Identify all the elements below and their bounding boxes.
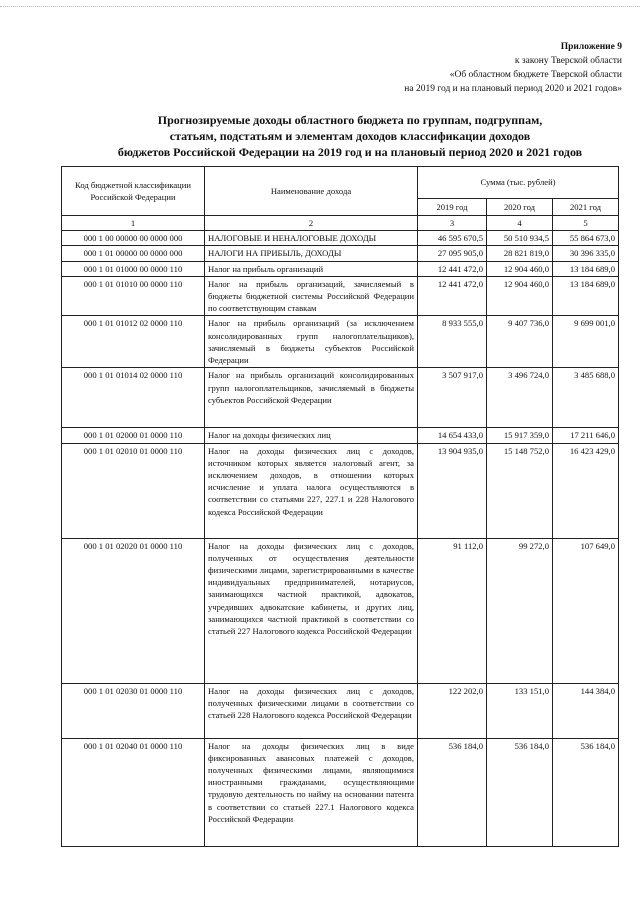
row-code: 000 1 01 02010 01 0000 110: [62, 443, 205, 538]
row-value-2019: 12 441 472,0: [418, 261, 487, 276]
row-code: 000 1 01 02020 01 0000 110: [62, 538, 205, 683]
column-number-row: [62, 216, 619, 231]
row-name: Налог на прибыль организаций, зачисляемый в бюджеты бюджетной системы Российской Федерации по соответствующим ставкам: [205, 276, 418, 316]
table-row: [62, 538, 619, 683]
row-code: 000 1 01 02000 01 0000 110: [62, 428, 205, 443]
row-value-2020: 133 151,0: [487, 683, 553, 738]
row-code: 000 1 01 02030 01 0000 110: [62, 683, 205, 738]
table-row: [62, 231, 619, 246]
table-row: [62, 261, 619, 276]
row-value-2019: 13 904 935,0: [418, 443, 487, 538]
row-name: Налог на доходы физических лиц в виде фиксированных авансовых платежей с доходов, полученных физическими лицами, являющимися иностранными гражданами, осуществляющими трудовую деятельность по найму на основании патента в соответствии со статьей 227.1 Налогового кодекса Российской Федерации: [205, 738, 418, 846]
row-value-2020: 12 904 460,0: [487, 276, 553, 316]
row-value-2019: 91 112,0: [418, 538, 487, 683]
appendix-line: на 2019 год и на плановый период 2020 и 2021 годов»: [404, 84, 622, 94]
row-value-2019: 14 654 433,0: [418, 428, 487, 443]
row-code: 000 1 01 01014 02 0000 110: [62, 368, 205, 428]
column-number: 1: [62, 216, 205, 231]
table-row: [62, 276, 619, 316]
row-value-2019: 27 095 905,0: [418, 246, 487, 261]
row-code: 000 1 01 01012 02 0000 110: [62, 316, 205, 368]
table-row: [62, 428, 619, 443]
column-number: 3: [418, 216, 487, 231]
appendix-title: Приложение 9: [560, 42, 622, 52]
table-row: [62, 246, 619, 261]
row-value-2019: 46 595 670,5: [418, 231, 487, 246]
row-value-2020: 3 496 724,0: [487, 368, 553, 428]
title-line: Прогнозируемые доходы областного бюджета по группам, подгруппам,: [157, 113, 543, 127]
row-value-2019: 8 933 555,0: [418, 316, 487, 368]
appendix-line: к закону Тверской области: [514, 56, 622, 66]
row-name: Налог на прибыль организаций (за исключением консолидированных групп налогоплательщиков), зачисляемый в бюджеты субъектов Российской Федерации: [205, 316, 418, 368]
row-value-2021: 13 184 689,0: [553, 261, 619, 276]
row-value-2019: 536 184,0: [418, 738, 487, 846]
row-name: Налог на прибыль организаций: [205, 261, 418, 276]
row-code: 000 1 00 00000 00 0000 000: [62, 231, 205, 246]
row-value-2021: 16 423 429,0: [553, 443, 619, 538]
row-value-2021: 3 485 688,0: [553, 368, 619, 428]
title-line: бюджетов Российской Федерации на 2019 год и на плановый период 2020 и 2021 годов: [117, 145, 583, 159]
table-row: [62, 316, 619, 368]
column-number: 2: [205, 216, 418, 231]
row-name: Налог на прибыль организаций консолидированных групп налогоплательщиков, зачисляемый в бюджеты субъектов Российской Федерации: [205, 368, 418, 428]
table-row: [62, 368, 619, 428]
row-value-2021: 17 211 646,0: [553, 428, 619, 443]
column-number: 4: [487, 216, 553, 231]
row-name: НАЛОГОВЫЕ И НЕНАЛОГОВЫЕ ДОХОДЫ: [205, 231, 418, 246]
row-code: 000 1 01 01000 00 0000 110: [62, 261, 205, 276]
header-name: Наименование дохода: [205, 167, 418, 216]
row-value-2021: 536 184,0: [553, 738, 619, 846]
revenue-table: [61, 166, 619, 847]
table-row: [62, 738, 619, 846]
title-line: статьям, подстатьям и элементам доходов классификации доходов: [169, 129, 531, 143]
row-name: Налог на доходы физических лиц с доходов, полученных физическими лицами в соответствии со статьей 228 Налогового кодекса Российской Федерации: [205, 683, 418, 738]
header-year-2019: 2019 год: [418, 199, 487, 216]
header-year-2021: 2021 год: [553, 199, 619, 216]
table-row: [62, 683, 619, 738]
table-row: [62, 443, 619, 538]
row-value-2019: 122 202,0: [418, 683, 487, 738]
row-name: Налог на доходы физических лиц с доходов, источником которых является налоговый агент, за исключением доходов, в отношении которых исчисление и уплата налога осуществляются в соответствии со статьями 227, 227.1 и 228 Налогового кодекса Российской Федерации: [205, 443, 418, 538]
document-title: [110, 112, 590, 160]
row-value-2020: 15 148 752,0: [487, 443, 553, 538]
scan-top-edge: [0, 6, 640, 7]
appendix-header: [404, 40, 622, 96]
row-value-2019: 3 507 917,0: [418, 368, 487, 428]
row-code: 000 1 01 02040 01 0000 110: [62, 738, 205, 846]
row-value-2021: 55 864 673,0: [553, 231, 619, 246]
row-value-2021: 13 184 689,0: [553, 276, 619, 316]
row-name: НАЛОГИ НА ПРИБЫЛЬ, ДОХОДЫ: [205, 246, 418, 261]
row-value-2021: 9 699 001,0: [553, 316, 619, 368]
row-value-2020: 99 272,0: [487, 538, 553, 683]
row-value-2019: 12 441 472,0: [418, 276, 487, 316]
row-value-2020: 28 821 819,0: [487, 246, 553, 261]
row-value-2021: 107 649,0: [553, 538, 619, 683]
row-name: Налог на доходы физических лиц: [205, 428, 418, 443]
row-value-2020: 9 407 736,0: [487, 316, 553, 368]
row-value-2020: 15 917 359,0: [487, 428, 553, 443]
row-value-2020: 536 184,0: [487, 738, 553, 846]
row-value-2020: 12 904 460,0: [487, 261, 553, 276]
row-name: Налог на доходы физических лиц с доходов, полученных от осуществления деятельности физическими лицами, зарегистрированными в качестве индивидуальных предпринимателей, нотариусов, занимающихся частной практикой, адвокатов, учредивших адвокатские кабинеты, и других лиц, занимающихся частной практикой в соответствии со статьей 227 Налогового кодекса Российской Федерации: [205, 538, 418, 683]
header-year-2020: 2020 год: [487, 199, 553, 216]
appendix-line: «Об областном бюджете Тверской области: [449, 70, 622, 80]
row-value-2021: 30 396 335,0: [553, 246, 619, 261]
header-code: Код бюджетной классификации Российской Федерации: [62, 167, 205, 216]
column-number: 5: [553, 216, 619, 231]
row-code: 000 1 01 00000 00 0000 000: [62, 246, 205, 261]
row-value-2021: 144 384,0: [553, 683, 619, 738]
row-code: 000 1 01 01010 00 0000 110: [62, 276, 205, 316]
row-value-2020: 50 510 934,5: [487, 231, 553, 246]
header-sum: Сумма (тыс. рублей): [418, 167, 619, 199]
